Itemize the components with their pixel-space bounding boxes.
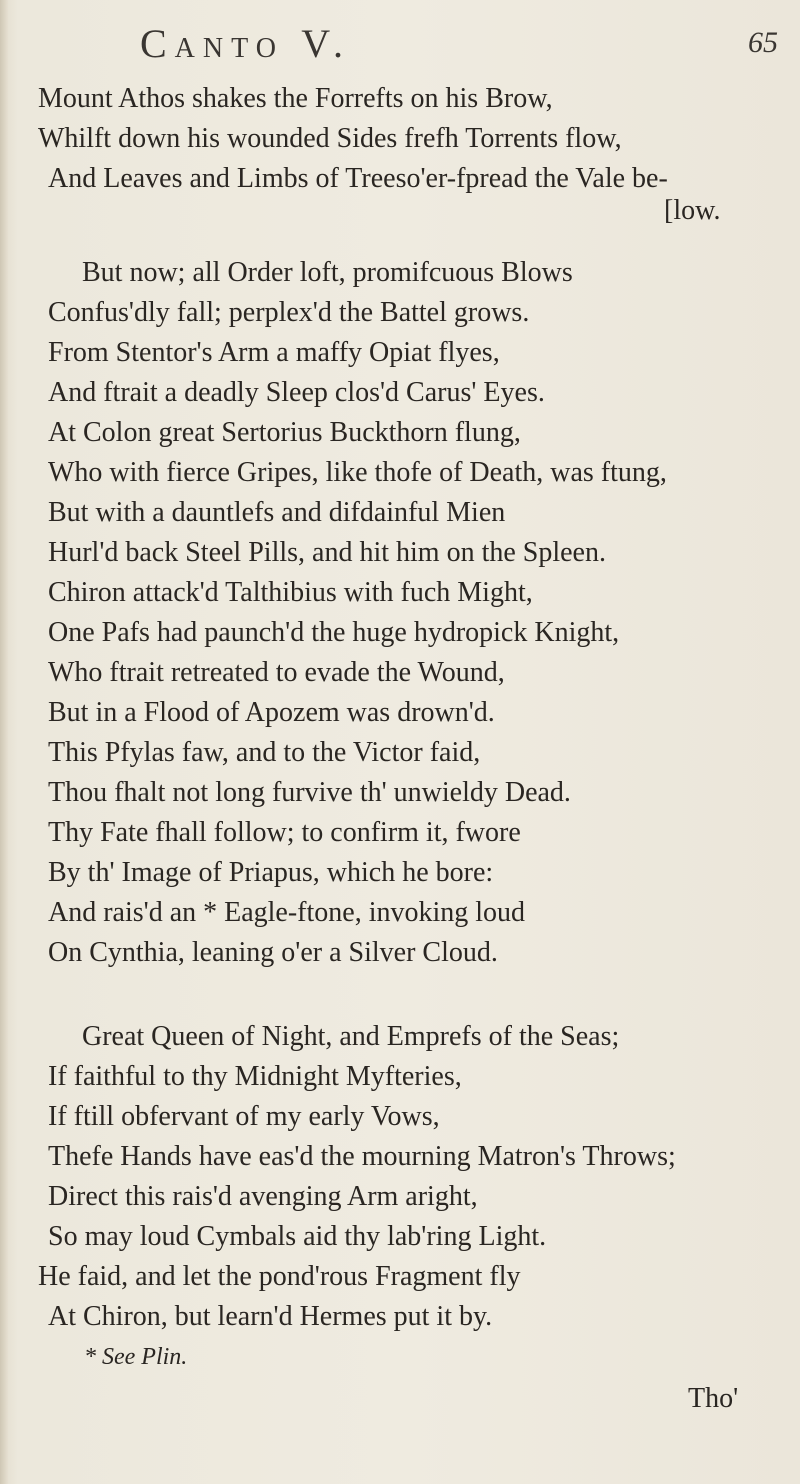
verse-line: So may loud Cymbals aid thy lab'ring Light. [48,1221,547,1252]
verse-line: This Pfylas faw, and to the Victor faid, [48,737,481,768]
verse-line: At Colon great Sertorius Buckthorn flung, [48,417,521,448]
verse-line: One Pafs had paunch'd the huge hydropick Knight, [48,617,620,648]
verse-line: Mount Athos shakes the Forrefts on his Brow, [38,83,553,114]
verse-line: Direct this rais'd avenging Arm aright, [48,1181,478,1212]
verse-line: At Chiron, but learn'd Hermes put it by. [48,1301,493,1332]
verse-line: And ftrait a deadly Sleep clos'd Carus' Eyes. [48,377,545,408]
verse-line: And Leaves and Limbs of Treeso'er-fpread the Vale be- [48,163,668,194]
verse-line: Great Queen of Night, and Emprefs of the Seas; [82,1021,620,1052]
verse-line: Thy Fate fhall follow; to confirm it, fwore [48,817,521,848]
verse-line: Confus'dly fall; perplex'd the Battel grows. [48,297,530,328]
verse-line: Who with fierce Gripes, like thofe of Death, was ftung, [48,457,667,488]
catchword: Tho' [688,1383,739,1414]
page-gutter [0,0,8,1484]
verse-line: By th' Image of Priapus, which he bore: [48,857,494,888]
verse-line: Thefe Hands have eas'd the mourning Matron's Throws; [48,1141,676,1172]
running-title: Canto V. [140,21,351,66]
verse-line: But in a Flood of Apozem was drown'd. [48,697,495,728]
verse-line-turnover: [low. [664,195,721,226]
verse-line: He faid, and let the pond'rous Fragment fly [38,1261,521,1292]
verse-line: If faithful to thy Midnight Myfteries, [48,1061,462,1092]
footnote: * See Plin. [84,1344,188,1370]
verse-line: If ftill obfervant of my early Vows, [48,1101,440,1132]
verse-line: And rais'd an * Eagle-ftone, invoking loud [48,897,526,928]
verse-line: Hurl'd back Steel Pills, and hit him on the Spleen. [48,537,606,568]
verse-line: On Cynthia, leaning o'er a Silver Cloud. [48,937,498,968]
verse-line: But with a dauntlefs and difdainful Mien [48,497,506,528]
page-number: 65 [748,26,778,59]
verse-line: Thou fhalt not long furvive th' unwieldy Dead. [48,777,571,808]
verse-line: From Stentor's Arm a maffy Opiat flyes, [48,337,500,368]
page-header [0,18,800,68]
verse-line: But now; all Order loft, promifcuous Blows [82,257,573,288]
verse-line: Whilft down his wounded Sides frefh Torrents flow, [38,123,622,154]
verse-line: Chiron attack'd Talthibius with fuch Might, [48,577,533,608]
verse-line: Who ftrait retreated to evade the Wound, [48,657,505,688]
